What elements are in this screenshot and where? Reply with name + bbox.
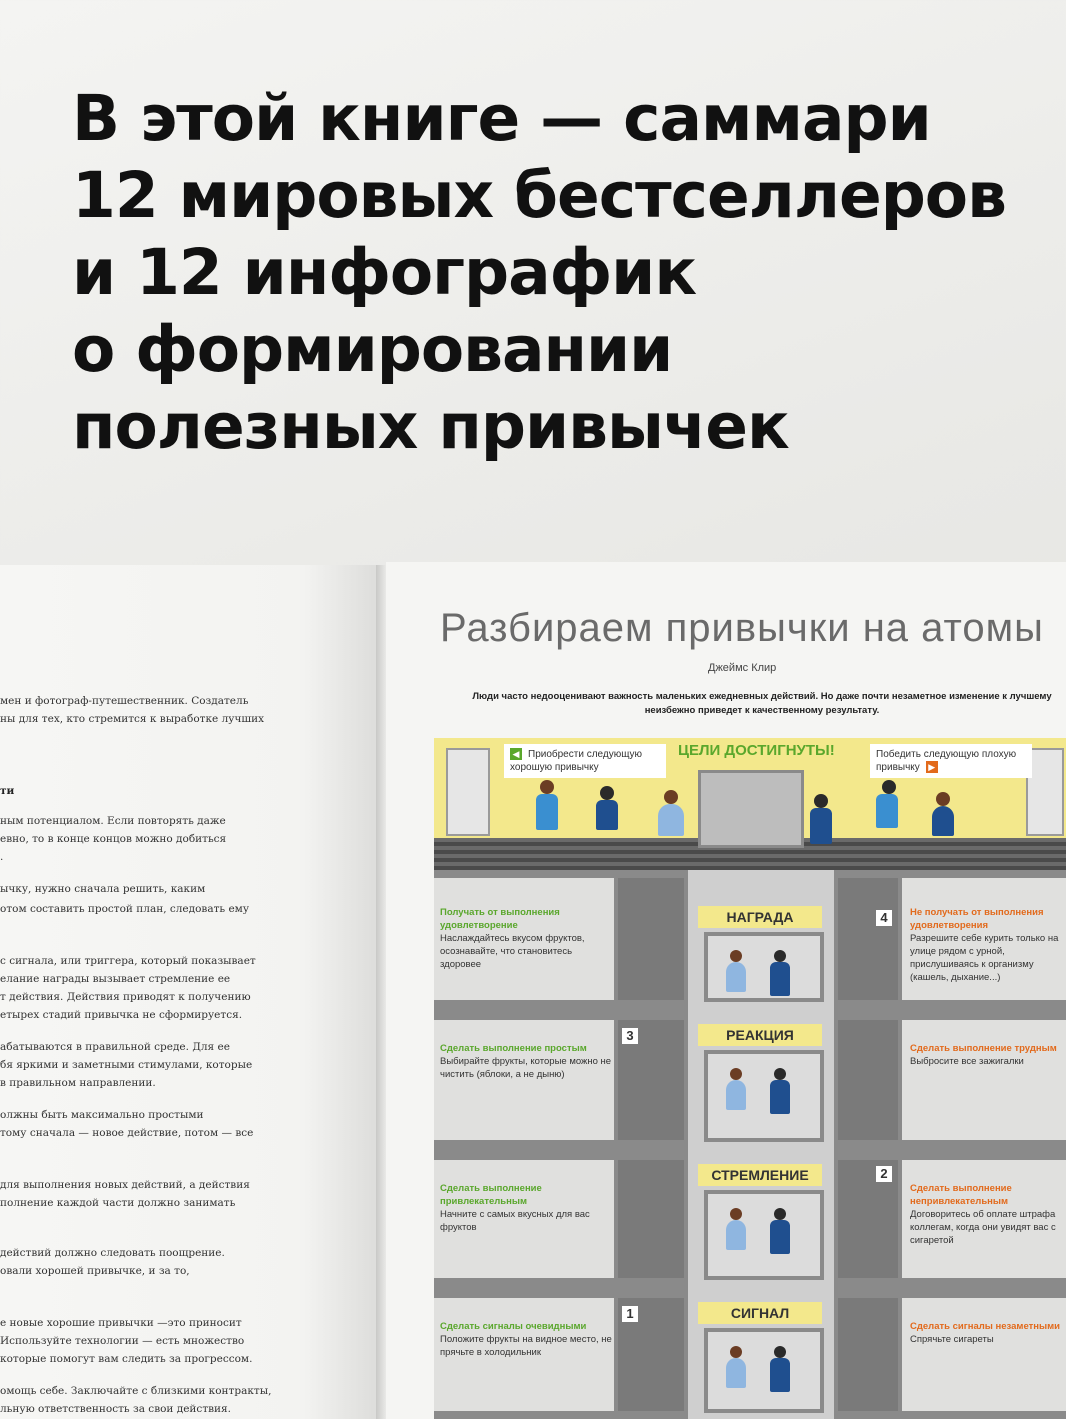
left-page-text-line: полнение каждой части должно занимать — [0, 1197, 236, 1209]
stage-label: СИГНАЛ — [698, 1302, 822, 1324]
right-advice-heading: Сделать сигналы незаметными — [910, 1321, 1060, 1332]
left-goal-text: Приобрести следующую хорошую привычку — [510, 749, 643, 773]
left-arrow-icon: ◀ — [510, 748, 522, 760]
left-page-text-line: которые помогут вам следить за прогрессом. — [0, 1353, 253, 1365]
stage-label: РЕАКЦИЯ — [698, 1024, 822, 1046]
left-advice-heading: Сделать сигналы очевидными — [440, 1321, 587, 1332]
right-panel — [902, 1020, 1066, 1140]
elevator-door — [698, 770, 804, 848]
person-head-icon — [774, 1346, 786, 1358]
left-advice-body: Наслаждайтесь вкусом фруктов, осознавайте, что становитесь здоровее — [440, 933, 585, 970]
left-page-text-line: ти — [0, 785, 15, 797]
stage-label: НАГРАДА — [698, 906, 822, 928]
left-goal-box — [504, 744, 666, 778]
left-page-text-line: с сигнала, или триггера, который показывает — [0, 955, 256, 967]
person-icon — [726, 1080, 746, 1110]
left-advice-heading: Сделать выполнение простым — [440, 1043, 587, 1054]
person-head-icon — [814, 794, 828, 808]
person-head-icon — [730, 1346, 742, 1358]
left-page-text-line: мен и фотограф-путешественник. Создатель — [0, 695, 249, 707]
wall — [618, 878, 684, 1000]
goals-label: ЦЕЛИ ДОСТИГНУТЫ! — [678, 742, 835, 759]
person-icon — [770, 1220, 790, 1254]
left-page-text-line: омощь себе. Заключайте с близкими контракты, — [0, 1385, 272, 1397]
stage-number: 4 — [876, 910, 892, 926]
person-head-icon — [730, 950, 742, 962]
person-head-icon — [664, 790, 678, 804]
right-advice-body: Спрячьте сигареты — [910, 1334, 994, 1345]
wall — [838, 878, 898, 1000]
person-icon — [726, 1358, 746, 1388]
right-advice — [910, 1042, 1064, 1068]
headline-line: 12 мировых бестселлеров — [72, 159, 1006, 232]
right-panel — [902, 1298, 1066, 1411]
person-head-icon — [730, 1208, 742, 1220]
right-goal-text: Победить следующую плохую привычку — [876, 749, 1017, 773]
left-page-text-line: абатываются в правильной среде. Для ее — [0, 1041, 230, 1053]
left-page-text-line: тому сначала — новое действие, потом — все — [0, 1127, 254, 1139]
elevator-cab — [704, 932, 824, 1002]
person-head-icon — [730, 1068, 742, 1080]
right-advice — [910, 906, 1064, 984]
right-advice-heading: Сделать выполнение непривлекательным — [910, 1183, 1012, 1207]
left-page-text-line: олжны быть максимально простыми — [0, 1109, 204, 1121]
person-icon — [596, 800, 618, 830]
wall — [618, 1160, 684, 1278]
left-page-text-line: елание награды вызывает стремление ее — [0, 973, 231, 985]
wall — [838, 1020, 898, 1140]
left-advice — [440, 1182, 615, 1234]
left-page-text-line: ычку, нужно сначала решить, каким — [0, 883, 206, 895]
right-advice-body: Договоритесь об оплате штрафа коллегам, когда они увидят вас с сигаретой — [910, 1209, 1056, 1246]
person-icon — [658, 804, 684, 836]
headline-line: В этой книге — саммари — [72, 82, 931, 155]
left-advice — [440, 1320, 615, 1359]
elevator-cab — [704, 1050, 824, 1142]
stage-number: 1 — [622, 1306, 638, 1322]
right-advice — [910, 1320, 1064, 1346]
left-book-page — [0, 565, 380, 1419]
infographic-title: Разбираем привычки на атомы — [440, 606, 1044, 650]
left-page-text-line: в правильном направлении. — [0, 1077, 156, 1089]
left-page-text-line: льную ответственность за свои действия. — [0, 1403, 231, 1415]
left-page-text-line: отом составить простой план, следовать ему — [0, 903, 250, 915]
right-advice-heading: Сделать выполнение трудным — [910, 1043, 1057, 1054]
left-advice-body: Положите фрукты на видное место, не прячьте в холодильник — [440, 1334, 612, 1358]
person-icon — [536, 794, 558, 830]
left-page-text-line: е новые хорошие привычки —это приносит — [0, 1317, 242, 1329]
left-door — [446, 748, 490, 836]
person-icon — [770, 962, 790, 996]
left-page-text-line: действий должно следовать поощрение. — [0, 1247, 225, 1259]
left-advice — [440, 906, 615, 971]
person-icon — [876, 794, 898, 828]
person-head-icon — [774, 950, 786, 962]
stage-number: 3 — [622, 1028, 638, 1044]
right-goal-box — [870, 744, 1032, 778]
left-advice-heading: Сделать выполнение привлекательным — [440, 1183, 542, 1207]
person-icon — [932, 806, 954, 836]
person-icon — [726, 962, 746, 992]
person-head-icon — [540, 780, 554, 794]
left-page-text-line: евно, то в конце концов можно добиться — [0, 833, 227, 845]
left-advice — [440, 1042, 615, 1081]
left-advice-body: Начните с самых вкусных для вас фруктов — [440, 1209, 590, 1233]
left-page-text-line: ным потенциалом. Если повторять даже — [0, 815, 226, 827]
left-page-text-line: ны для тех, кто стремится к выработке лучших — [0, 713, 265, 725]
elevator-cab — [704, 1190, 824, 1280]
right-arrow-icon: ▶ — [926, 761, 938, 773]
left-advice-heading: Получать от выполнения удовлетворение — [440, 907, 560, 931]
elevator-cab — [704, 1328, 824, 1413]
person-icon — [770, 1080, 790, 1114]
right-advice-body: Выбросите все зажигалки — [910, 1056, 1024, 1067]
person-head-icon — [600, 786, 614, 800]
headline — [72, 80, 1032, 465]
right-advice-body: Разрешите себе курить только на улице рядом с урной, прислушиваясь к организму (кашель, дыхание...) — [910, 933, 1059, 983]
headline-line: и 12 инфографик — [72, 236, 697, 309]
left-page-text-line: т действия. Действия приводят к получению — [0, 991, 251, 1003]
left-page-text-line: Используйте технологии — есть множество — [0, 1335, 245, 1347]
stage-number: 2 — [876, 1166, 892, 1182]
headline-line: полезных привычек — [72, 390, 789, 463]
left-page-text-line: овали хорошей привычке, и за то, — [0, 1265, 190, 1277]
person-head-icon — [882, 780, 896, 794]
left-page-text-line: . — [0, 851, 4, 863]
right-advice — [910, 1182, 1064, 1247]
left-page-text-line: для выполнения новых действий, а действия — [0, 1179, 250, 1191]
right-book-page — [386, 562, 1066, 1419]
left-page-text-line: етырех стадий привычка не сформируется. — [0, 1009, 243, 1021]
stage-label: СТРЕМЛЕНИЕ — [698, 1164, 822, 1186]
wall — [838, 1298, 898, 1411]
person-head-icon — [774, 1068, 786, 1080]
left-page-text-line: бя яркими и заметными стимулами, которые — [0, 1059, 253, 1071]
person-icon — [726, 1220, 746, 1250]
person-head-icon — [774, 1208, 786, 1220]
infographic-subtitle: Люди часто недооценивают важность маленьких ежедневных действий. Но даже почти незаметное изменение к лучшему неизбежно приведет к качественному результату. — [472, 691, 1052, 716]
author-name: Джеймс Клир — [708, 662, 777, 674]
headline-line: о формировании — [72, 313, 673, 386]
person-icon — [770, 1358, 790, 1392]
left-advice-body: Выбирайте фрукты, которые можно не чистить (яблоки, а не дыню) — [440, 1056, 612, 1080]
person-icon — [810, 808, 832, 844]
person-head-icon — [936, 792, 950, 806]
right-advice-heading: Не получать от выполнения удовлетворения — [910, 907, 1044, 931]
